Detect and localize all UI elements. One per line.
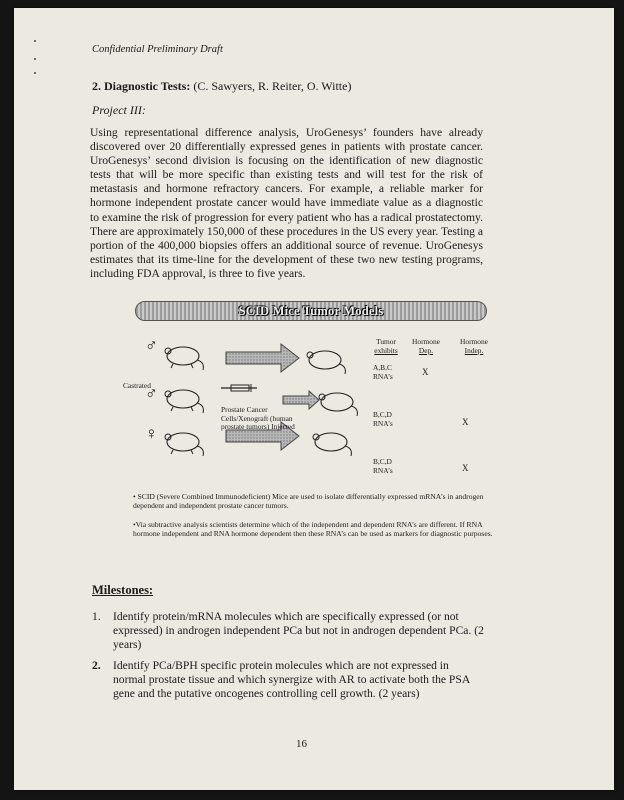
row-rna: B,C,D RNA’s <box>373 457 393 475</box>
row-rna: B,C,D RNA’s <box>373 410 393 428</box>
arrow-up <box>226 344 299 372</box>
scan-speck <box>34 58 36 60</box>
male-symbol: ♂ <box>145 384 158 403</box>
col-header-dep: Hormone Dep. <box>412 337 440 355</box>
col-header-tumor: Tumor exhibits <box>374 337 398 355</box>
mouse-icon <box>165 433 203 456</box>
milestone-number: 2. <box>92 659 101 672</box>
section-title: 2. Diagnostic Tests: <box>92 79 191 93</box>
female-symbol: ♀ <box>145 424 158 443</box>
section-heading <box>92 79 351 94</box>
col-header-indep: Hormone Indep. <box>460 337 488 355</box>
row-dep-mark: X <box>422 367 429 377</box>
section-authors: (C. Sawyers, R. Reiter, O. Witte) <box>193 79 352 93</box>
mouse-icon <box>313 433 351 456</box>
scan-speck <box>34 72 36 74</box>
syringe-icon <box>221 384 257 392</box>
milestone-text: Identify protein/mRNA molecules which are specifically expressed (or not expressed) in androgen independent PCa but not in androgen dependent PCa. (2 years) <box>113 610 484 652</box>
row-rna: A,B,C RNA’s <box>373 363 393 381</box>
male-symbol: ♂ <box>145 336 158 355</box>
figure-bullet-2: •Via subtractive analysis scientists determine which of the independent and dependent RNA’s are different. If RNA hormone independent and RNA hormone dependent then these RNA’s can be used as markers for diagnostic purposes. <box>133 520 493 538</box>
milestone-item <box>92 659 484 702</box>
mouse-icon <box>319 393 357 416</box>
row-indep-mark: X <box>462 463 469 473</box>
draft-header: Confidential Preliminary Draft <box>92 44 223 55</box>
milestone-item <box>92 610 484 653</box>
figure-bullet-1: • SCID (Severe Combined Immunodeficient) Mice are used to isolate differentially expressed mRNA’s in androgen dependent and independent prostate cancer tumors. <box>133 492 484 510</box>
scid-figure <box>121 298 501 558</box>
injection-label: Prostate Cancer Cells/Xenograft (human prostate tumors) Injected <box>221 405 295 432</box>
mouse-icon <box>165 390 203 413</box>
mouse-icon <box>307 351 345 374</box>
castrated-label: Castrated <box>123 381 151 390</box>
milestones-heading: Milestones: <box>92 583 154 597</box>
page-number: 16 <box>296 738 307 750</box>
project-label: Project III: <box>92 103 146 117</box>
body-paragraph: Using representational difference analysis, UroGenesys’ founders have already discovered over 20 differentially expressed genes in patients with prostate cancer. UroGenesys’ second division is focusing on the identification of new diagnostic tests that will be more specific than existing tests and will test for the risk of metastasis and hormone refractory cancers. For example, a reliable marker for hormone independent prostate cancer would have immediate value as a diagnostic to examine the risk of progression for every patient who has a radical prostatectomy. There are approximately 150,000 of these procedures in the US every year. Testing a portion of the 400,000 biopsies offers an additional source of revenue. UroGenesys estimates that its time-line for the development of these two new testing programs, including FDA approval, is three to five years. <box>90 126 483 280</box>
mouse-icon <box>165 347 203 370</box>
row-indep-mark: X <box>462 417 469 427</box>
scan-speck <box>34 40 36 42</box>
figure-title-banner <box>135 301 487 321</box>
milestone-text: Identify PCa/BPH specific protein molecules which are not expressed in normal prostate tissue and which synergize with AR to activate both the PSA gene and the putative oncogenes controlling cell growth. (2 years) <box>113 659 470 701</box>
figure-title: SCID Mice Tumor Models <box>238 304 384 318</box>
milestone-number: 1. <box>92 610 101 623</box>
